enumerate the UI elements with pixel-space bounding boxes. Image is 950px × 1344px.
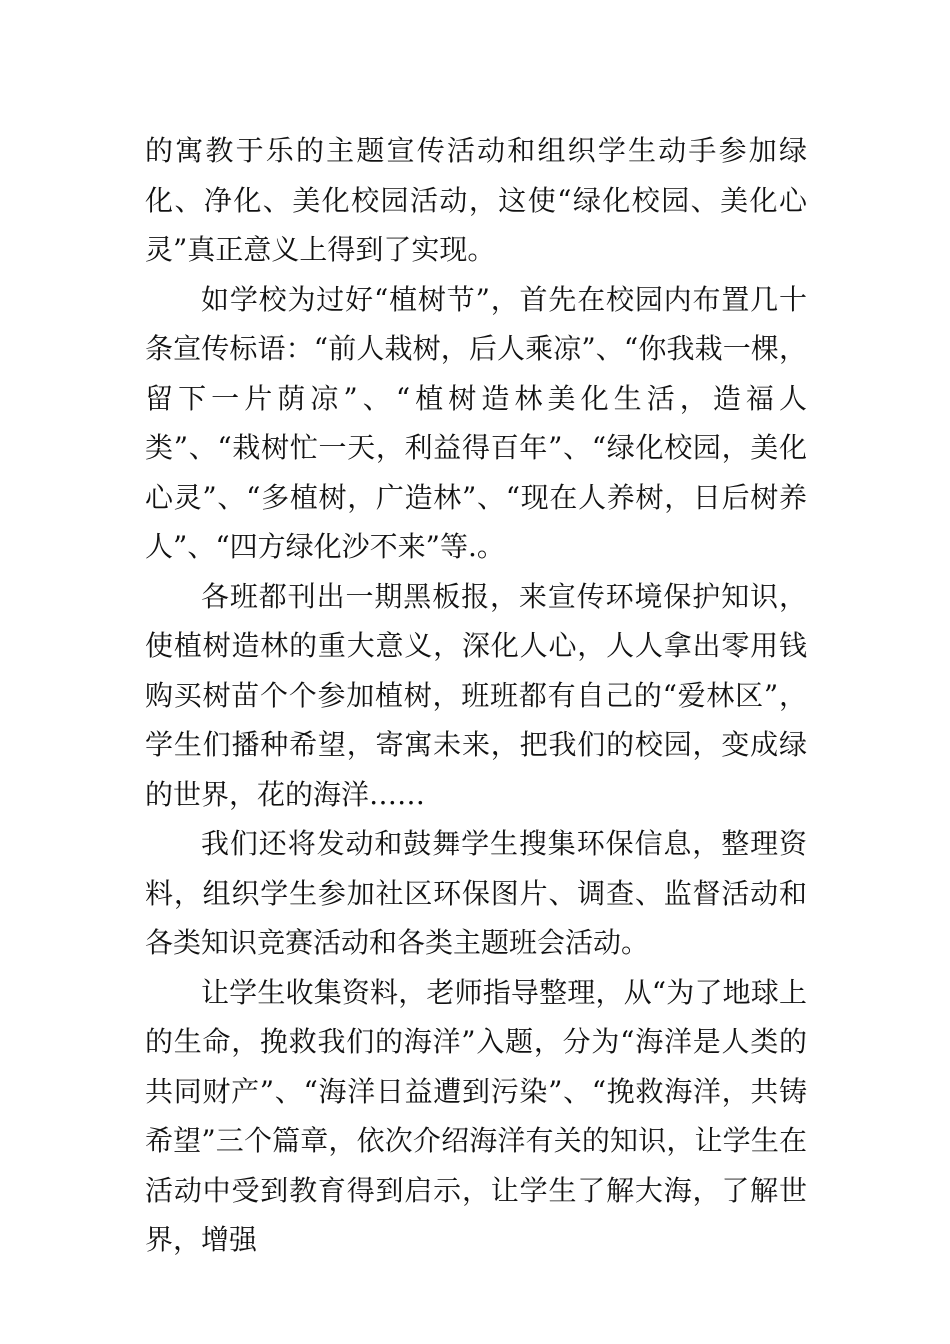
paragraph-3: 各班都刊出一期黑板报，来宣传环境保护知识，使植树造林的重大意义，深化人心，人人拿出零用钱购买树苗个个参加植树，班班都有自己的“爱林区”，学生们播种希望，寄寓未来，把我们的校园，变成绿的世界，花的海洋…… <box>145 579 807 811</box>
paragraph-5: 让学生收集资料，老师指导整理，从“为了地球上的生命，挽救我们的海洋”入题，分为“海洋是人类的共同财产”、“海洋日益遭到污染”、“挽救海洋，共铸希望”三个篇章，依次介绍海洋有关的知识，让学生在活动中受到教育得到启示，让学生了解大海，了解世界，增强 <box>145 975 807 1256</box>
paragraph-2: 如学校为过好“植树节”，首先在校园内布置几十条宣传标语：“前人栽树，后人乘凉”、“你我栽一棵，留下一片荫凉”、“植树造林美化生活，造福人类”、“栽树忙一天，利益得百年”、“绿化校园，美化心灵”、“多植树，广造林”、“现在人养树，日后树养人”、“四方绿化沙不来”等.。 <box>145 282 807 563</box>
paragraph-4: 我们还将发动和鼓舞学生搜集环保信息，整理资料，组织学生参加社区环保图片、调查、监督活动和各类知识竞赛活动和各类主题班会活动。 <box>145 827 807 959</box>
document-body <box>145 126 807 1265</box>
paragraph-1: 的寓教于乐的主题宣传活动和组织学生动手参加绿化、净化、美化校园活动，这使“绿化校园、美化心灵”真正意义上得到了实现。 <box>145 134 807 266</box>
